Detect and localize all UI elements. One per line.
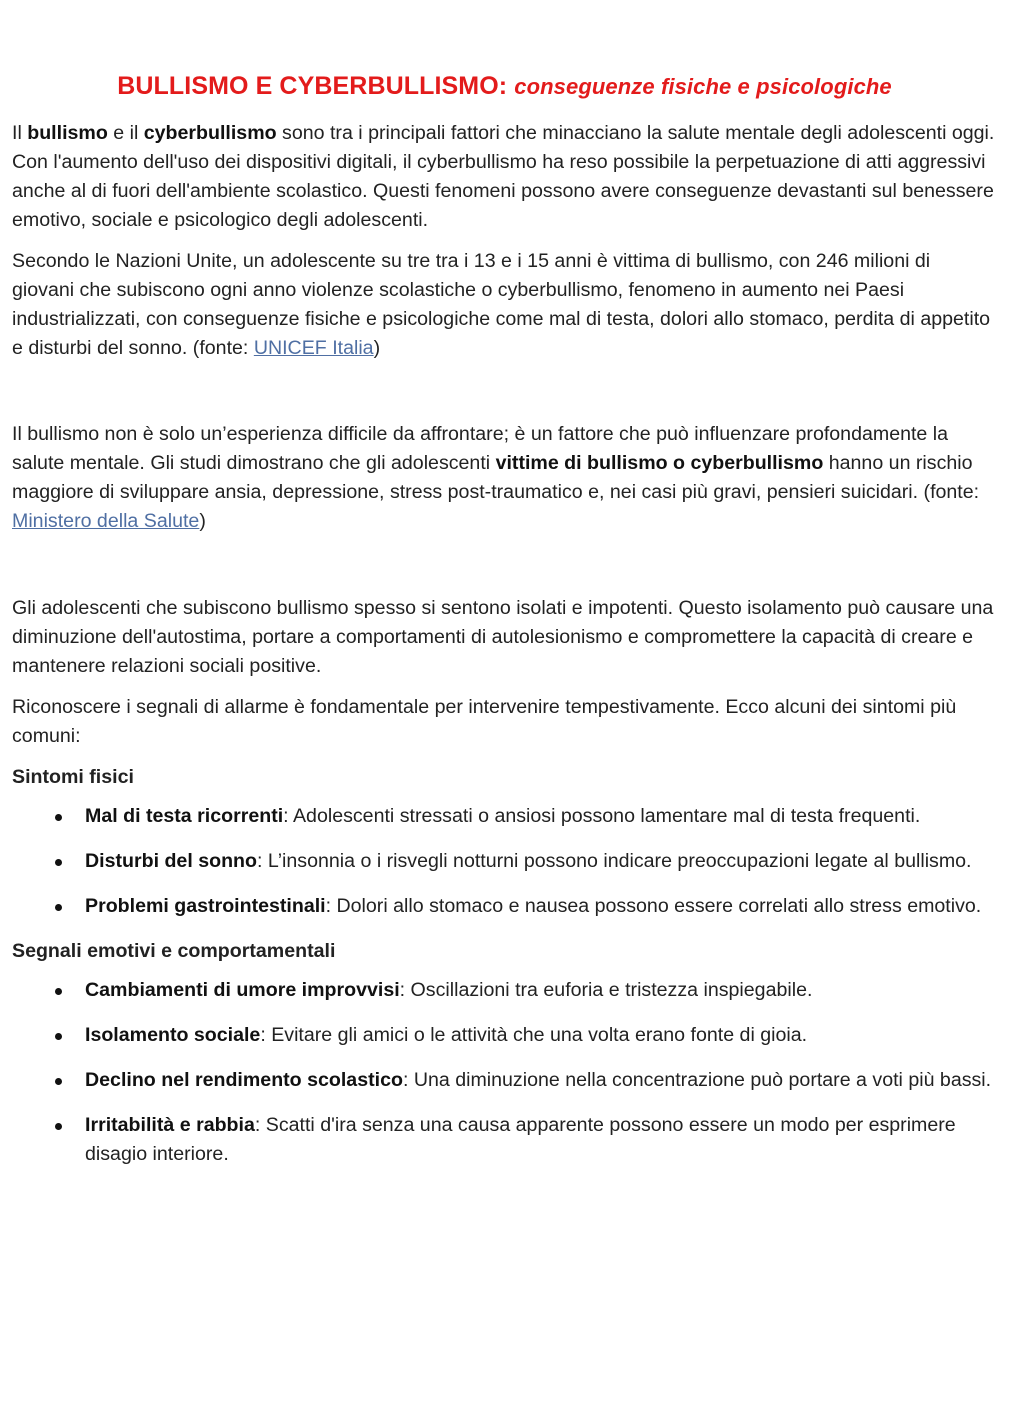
document-title — [12, 72, 997, 101]
emotional-signs-list — [12, 976, 997, 1169]
emotional-signs-heading: Segnali emotivi e comportamentali — [12, 940, 336, 962]
item-desc: : Oscillazioni tra euforia e tristezza inspiegabile. — [399, 979, 813, 1001]
bold-term: vittime di bullismo o cyberbullismo — [495, 452, 824, 474]
text-run: hanno un rischio maggiore di sviluppare ansia, depressione, stress post-traumatico e, nei casi più gravi, pensieri suicidari. (fonte: — [12, 452, 980, 503]
paragraph-statistics — [12, 247, 997, 363]
bold-term: bullismo — [27, 122, 108, 144]
spacer — [12, 375, 997, 420]
document-page — [12, 72, 997, 1185]
item-desc: : Una diminuzione nella concentrazione può portare a voti più bassi. — [402, 1069, 992, 1091]
paragraph-intro — [12, 119, 997, 235]
bold-term: cyberbullismo — [143, 122, 277, 144]
paragraph-warning-signs: Riconoscere i segnali di allarme è fondamentale per intervenire tempestivamente. Ecco alcuni dei sintomi più comuni: — [12, 696, 957, 747]
text-run: Secondo le Nazioni Unite, un adolescente su tre tra i 13 e i 15 anni è vittima di bullismo, con 246 milioni di giovani che subiscono ogni anno violenze scolastiche o cyberbullismo, fenomeno in aumento nei Paesi industrializzati, con conseguenze fisiche e psicologiche come mal di testa, dolori allo stomaco, perdita di appetito e disturbi del sonno. (fonte: — [12, 250, 991, 359]
item-term: Cambiamenti di umore improvvisi — [85, 979, 400, 1001]
unicef-link[interactable]: UNICEF Italia — [253, 337, 374, 359]
item-desc: : Dolori allo stomaco e nausea possono essere correlati allo stress emotivo. — [325, 895, 982, 917]
item-term: Isolamento sociale — [85, 1024, 261, 1046]
list-item — [85, 1066, 997, 1095]
item-term: Disturbi del sonno — [85, 850, 257, 872]
spacer — [12, 548, 997, 594]
paragraph-mental-health — [12, 420, 997, 536]
ministry-link[interactable]: Ministero della Salute — [12, 510, 200, 532]
list-item — [85, 892, 997, 921]
physical-symptoms-list — [12, 802, 997, 921]
item-desc: : Evitare gli amici o le attività che una volta erano fonte di gioia. — [260, 1024, 808, 1046]
title-subtitle: conseguenze fisiche e psicologiche — [514, 74, 892, 99]
title-main: BULLISMO E CYBERBULLISMO: — [117, 72, 508, 100]
text-run: sono tra i principali fattori che minacciano la salute mentale degli adolescenti oggi. Con l'aumento dell'uso dei dispositivi digitali, il cyberbullismo ha reso possibile la perpetuazione di atti aggressivi anche al di fuori dell'ambiente scolastico. Questi fenomeni possono avere conseguenze devastanti sul benessere emotivo, sociale e psicologico degli adolescenti. — [12, 122, 995, 231]
paragraph-isolation: Gli adolescenti che subiscono bullismo spesso si sentono isolati e impotenti. Questo isolamento può causare una diminuzione dell'autostima, portare a comportamenti di autolesionismo e compromettere la capacità di creare e mantenere relazioni sociali positive. — [12, 597, 994, 677]
list-item — [85, 802, 997, 831]
item-desc: : Scatti d'ira senza una causa apparente possono essere un modo per esprimere disagio interiore. — [85, 1114, 956, 1165]
text-run: ) — [373, 337, 381, 359]
physical-symptoms-heading: Sintomi fisici — [12, 766, 134, 788]
text-run: Il bullismo non è solo un’esperienza difficile da affrontare; è un fattore che può influenzare profondamente la salute mentale. Gli studi dimostrano che gli adolescenti — [12, 423, 949, 474]
item-term: Mal di testa ricorrenti — [85, 805, 284, 827]
item-desc: : L’insonnia o i risvegli notturni possono indicare preoccupazioni legate al bullismo. — [257, 850, 972, 872]
text-run: e il — [107, 122, 144, 144]
item-term: Problemi gastrointestinali — [85, 895, 326, 917]
text-run: Il — [12, 122, 28, 144]
item-term: Irritabilità e rabbia — [85, 1114, 255, 1136]
text-run: ) — [199, 510, 206, 532]
list-item — [85, 1111, 997, 1169]
item-desc: : Adolescenti stressati o ansiosi possono lamentare mal di testa frequenti. — [283, 805, 921, 827]
list-item — [85, 1021, 997, 1050]
list-item — [85, 847, 997, 876]
list-item — [85, 976, 997, 1005]
item-term: Declino nel rendimento scolastico — [85, 1069, 403, 1091]
